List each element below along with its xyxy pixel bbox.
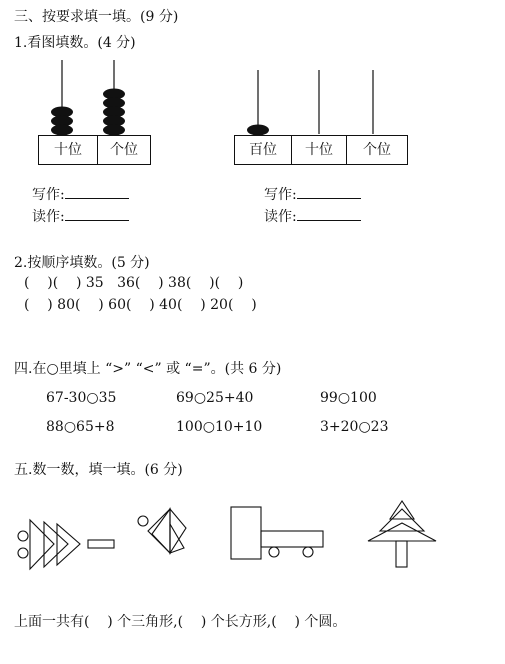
- rectangle-truck-figure: [228, 505, 328, 565]
- section5-title: 五.数一数，填一填。(6 分): [14, 462, 183, 478]
- compare-item: 69○25+40: [176, 390, 254, 406]
- write-row-left: [32, 186, 129, 204]
- read-blank[interactable]: [297, 208, 361, 221]
- abacus-left-figure: [30, 58, 190, 138]
- abacus-right-labels: [234, 135, 408, 165]
- place-ones-label: 个位: [363, 142, 391, 158]
- compare-item: 3+20○23: [320, 419, 389, 435]
- place-tens-label: 十位: [39, 136, 98, 164]
- section4-title: 四.在○里填上 “>” “<” 或 “=”。(共 6 分): [14, 361, 282, 377]
- compare-item: 99○100: [320, 390, 377, 406]
- write-blank[interactable]: [65, 186, 129, 199]
- sequence-line-1: ( )( ) 35 36( ) 38( )( ): [24, 275, 244, 291]
- write-label: 写作:: [32, 187, 65, 203]
- read-label: 读作:: [32, 209, 65, 225]
- triangle-tree-figure: [364, 497, 444, 577]
- compare-item: 100○10+10: [176, 419, 263, 435]
- triangle-arrow-figure: [14, 518, 114, 578]
- read-blank[interactable]: [65, 208, 129, 221]
- read-row-right: [264, 208, 361, 226]
- triangle-fish-figure: [134, 506, 194, 566]
- abacus-right-figure: [230, 58, 430, 138]
- compare-item: 88○65+8: [46, 419, 115, 435]
- q2-title: 2.按顺序填数。(5 分): [14, 255, 150, 271]
- abacus-left-labels: [38, 135, 151, 165]
- place-tens-label: 十位: [292, 136, 347, 164]
- q1-title: 1.看图填数。(4 分): [14, 35, 136, 51]
- read-row-left: [32, 208, 129, 226]
- count-summary-line: 上面一共有( ) 个三角形,( ) 个长方形,( ) 个圆。: [14, 614, 347, 630]
- place-hundreds-label: 百位: [235, 136, 292, 164]
- read-label: 读作:: [264, 209, 297, 225]
- place-ones-label: 个位: [110, 142, 138, 158]
- section3-title: 三、按要求填一填。(9 分): [14, 9, 179, 25]
- write-blank[interactable]: [297, 186, 361, 199]
- sequence-line-2: ( ) 80( ) 60( ) 40( ) 20( ): [24, 297, 257, 313]
- write-row-right: [264, 186, 361, 204]
- compare-item: 67-30○35: [46, 390, 117, 406]
- write-label: 写作:: [264, 187, 297, 203]
